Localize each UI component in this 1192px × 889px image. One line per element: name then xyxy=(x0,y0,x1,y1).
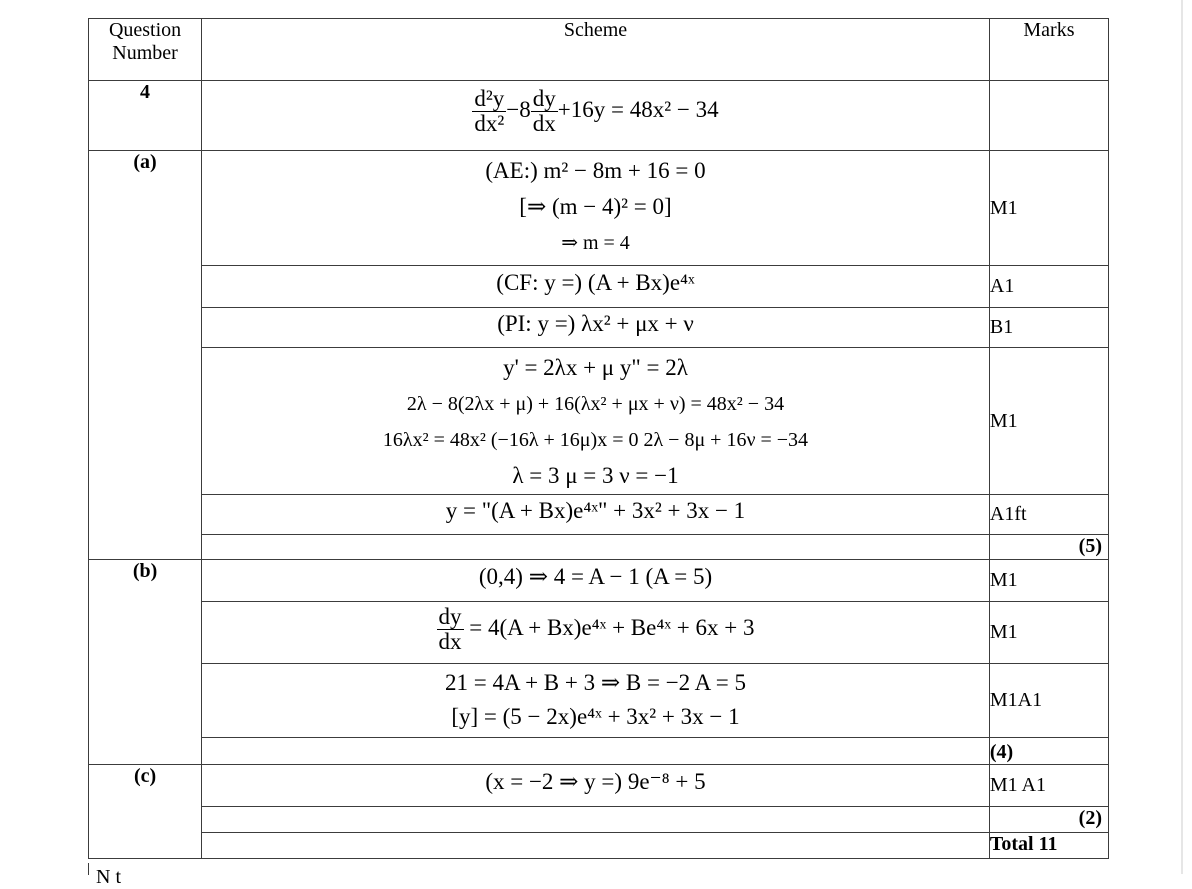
header-marks: Marks xyxy=(989,19,1108,81)
mark: A1 xyxy=(989,266,1108,308)
notes-border xyxy=(88,863,89,875)
part-a-row-5: y = "(A + Bx)e⁴ˣ" + 3x² + 3x − 1 A1ft xyxy=(89,495,1109,535)
mark-scheme-table xyxy=(88,18,1109,859)
mark: M1 xyxy=(989,602,1108,664)
part-b-row-1: (b) (0,4) ⇒ 4 = A − 1 (A = 5) M1 xyxy=(89,560,1109,602)
mark: M1 xyxy=(989,560,1108,602)
second-derivative: $\frac{\text{d²y}}{\text{dx²}}$ xyxy=(474,86,505,137)
derivative-fraction: $\frac{dy}{dx}$ xyxy=(438,604,462,655)
part-c-total-row xyxy=(89,807,1109,833)
grand-total-row xyxy=(89,833,1109,859)
part-b-total: (4) xyxy=(989,738,1108,765)
part-a-row-4: y' = 2λx + μ y" = 2λ 2λ − 8(2λx + μ) + 16(λx² + μx + ν) = 48x² − 34 16λx² = 48x² (−16λ + 16μ)x = 0 2λ − 8μ + 16ν = −34 λ = 3 μ = 3 ν = −1 M1 xyxy=(89,348,1109,495)
part-a-total: (5) xyxy=(989,535,1108,560)
notes-label: N t xyxy=(96,866,121,888)
page-edge xyxy=(1181,0,1183,874)
header-scheme: Scheme xyxy=(202,19,990,81)
mark: M1 A1 xyxy=(989,765,1108,807)
header-question-number: Question Number xyxy=(89,19,202,81)
grand-total: Total 11 xyxy=(989,833,1108,859)
part-b-row-2: $\frac{dy}{dx}$ = 4(A + Bx)e⁴ˣ + Be⁴ˣ + 6x + 3 M1 xyxy=(89,602,1109,664)
part-a-total-row xyxy=(89,535,1109,560)
mark: M1 xyxy=(989,151,1108,266)
part-a-row-1: (a) (AE:) m² − 8m + 16 = 0 [⇒ (m − 4)² = 0] ⇒ m = 4 M1 xyxy=(89,151,1109,266)
part-a-label: (a) xyxy=(89,151,202,560)
part-b-row-3: 21 = 4A + B + 3 ⇒ B = −2 A = 5 [y] = (5 − 2x)e⁴ˣ + 3x² + 3x − 1 M1A1 xyxy=(89,664,1109,738)
part-c-total: (2) xyxy=(989,807,1108,833)
question-4-row xyxy=(89,81,1109,151)
part-c-label: (c) xyxy=(89,765,202,859)
mark: M1A1 xyxy=(989,664,1108,738)
part-a-row-3: (PI: y =) λx² + μx + ν B1 xyxy=(89,308,1109,348)
part-a-row-2: (CF: y =) (A + Bx)e⁴ˣ A1 xyxy=(89,266,1109,308)
mark: B1 xyxy=(989,308,1108,348)
question-number: 4 xyxy=(89,81,202,151)
header-row xyxy=(89,19,1109,81)
mark: A1ft xyxy=(989,495,1108,535)
part-b-total-row xyxy=(89,738,1109,765)
first-derivative: $\frac{dy}{dx}$ xyxy=(532,86,556,137)
part-b-label: (b) xyxy=(89,560,202,765)
mark: M1 xyxy=(989,348,1108,495)
part-c-row-1: (c) (x = −2 ⇒ y =) 9e⁻⁸ + 5 M1 A1 xyxy=(89,765,1109,807)
question-equation: $\frac{\text{d²y}}{\text{dx²}}$ −8 $\frac{dy}{dx}$ +16y = 48x² − 34 xyxy=(202,81,990,151)
